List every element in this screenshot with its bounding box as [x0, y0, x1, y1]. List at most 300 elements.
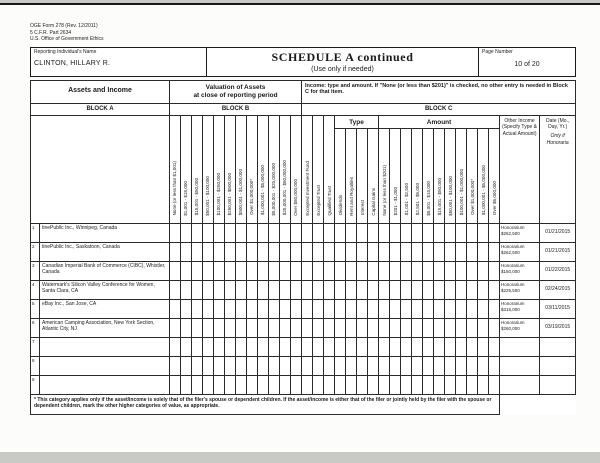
- checkbox-cell: [324, 242, 335, 261]
- page-number-cell: [479, 48, 575, 76]
- checkbox-cell: [357, 223, 368, 242]
- checkbox-cell: [214, 242, 225, 261]
- income-date: 03/19/2015: [540, 318, 576, 337]
- checkbox-cell: [467, 280, 478, 299]
- checkbox-cell: [313, 280, 324, 299]
- amount-column-header: None (or less than $201): [379, 128, 390, 223]
- checkbox-cell: [346, 280, 357, 299]
- row-number: 3: [31, 261, 40, 280]
- checkbox-cell: [170, 299, 181, 318]
- checkbox-cell: [423, 280, 434, 299]
- checkbox-cell: [346, 299, 357, 318]
- checkbox-cell: [247, 375, 258, 394]
- checkbox-cell: [225, 223, 236, 242]
- block-header-row: [31, 80, 576, 103]
- checkbox-cell: [247, 337, 258, 356]
- checkbox-cell: [269, 318, 280, 337]
- checkbox-cell: [258, 299, 269, 318]
- checkbox-cell: [423, 242, 434, 261]
- checkbox-cell: [368, 223, 379, 242]
- checkbox-cell: [401, 318, 412, 337]
- checkbox-cell: [335, 223, 346, 242]
- checkbox-cell: [445, 280, 456, 299]
- trust-column-header: Excepted Trust: [313, 115, 324, 223]
- checkbox-cell: [478, 280, 489, 299]
- checkbox-cell: [401, 242, 412, 261]
- checkbox-cell: [302, 337, 313, 356]
- checkbox-cell: [357, 318, 368, 337]
- checkbox-cell: [302, 261, 313, 280]
- type-column-header: Interest: [357, 128, 368, 223]
- checkbox-cell: [401, 280, 412, 299]
- form-content: [30, 23, 576, 415]
- checkbox-cell: [390, 242, 401, 261]
- checkbox-cell: [258, 318, 269, 337]
- checkbox-cell: [423, 318, 434, 337]
- asset-name: [40, 356, 170, 375]
- checkbox-cell: [236, 242, 247, 261]
- checkbox-cell: [236, 375, 247, 394]
- checkbox-cell: [203, 223, 214, 242]
- checkbox-cell: [291, 223, 302, 242]
- reporting-name-value: CLINTON, HILLARY R.: [34, 59, 111, 67]
- checkbox-cell: [181, 375, 192, 394]
- checkbox-cell: [489, 223, 500, 242]
- checkbox-cell: [346, 356, 357, 375]
- checkbox-cell: [192, 375, 203, 394]
- checkbox-cell: [456, 318, 467, 337]
- checkbox-cell: [412, 337, 423, 356]
- schedule-subtitle: (Use only if needed): [311, 65, 374, 73]
- checkbox-cell: [390, 280, 401, 299]
- checkbox-cell: [357, 337, 368, 356]
- checkbox-cell: [192, 261, 203, 280]
- checkbox-cell: [434, 337, 445, 356]
- checkbox-cell: [456, 261, 467, 280]
- checkbox-cell: [412, 356, 423, 375]
- checkbox-cell: [368, 318, 379, 337]
- asset-name: tinePublic Inc., Winnipeg, Canada: [40, 223, 170, 242]
- checkbox-cell: [302, 375, 313, 394]
- checkbox-cell: [467, 356, 478, 375]
- valuation-column-header: $100,001 - $250,000: [214, 115, 225, 223]
- checkbox-cell: [302, 242, 313, 261]
- checkbox-cell: [445, 242, 456, 261]
- checkbox-cell: [214, 223, 225, 242]
- row-number: 8: [31, 356, 40, 375]
- form-citation: [30, 23, 576, 43]
- checkbox-cell: [467, 318, 478, 337]
- checkbox-cell: [258, 375, 269, 394]
- assets-income-header: Assets and Income: [31, 80, 170, 103]
- checkbox-cell: [324, 318, 335, 337]
- checkbox-cell: [434, 280, 445, 299]
- checkbox-cell: [335, 356, 346, 375]
- checkbox-cell: [346, 261, 357, 280]
- checkbox-cell: [280, 299, 291, 318]
- row-number: 9: [31, 375, 40, 394]
- checkbox-cell: [412, 318, 423, 337]
- checkbox-cell: [346, 242, 357, 261]
- income-date: 01/22/2015: [540, 261, 576, 280]
- table-row: [31, 223, 576, 242]
- amount-column-header: $201 - $1,000: [390, 128, 401, 223]
- checkbox-cell: [357, 356, 368, 375]
- checkbox-cell: [412, 299, 423, 318]
- checkbox-cell: [291, 280, 302, 299]
- valuation-column-header: $50,001 - $100,000: [203, 115, 214, 223]
- checkbox-cell: [258, 280, 269, 299]
- checkbox-cell: [170, 337, 181, 356]
- checkbox-cell: [335, 280, 346, 299]
- checkbox-cell: [280, 337, 291, 356]
- checkbox-cell: [467, 242, 478, 261]
- checkbox-cell: [181, 280, 192, 299]
- checkbox-cell: [489, 242, 500, 261]
- checkbox-cell: [445, 337, 456, 356]
- checkbox-cell: [203, 375, 214, 394]
- checkbox-cell: [269, 299, 280, 318]
- other-income-cell: [500, 280, 540, 299]
- checkbox-cell: [423, 261, 434, 280]
- checkbox-cell: [401, 375, 412, 394]
- checkbox-cell: [313, 299, 324, 318]
- checkbox-cell: [313, 356, 324, 375]
- table-row: [31, 299, 576, 318]
- checkbox-cell: [324, 375, 335, 394]
- type-column-header: Capital Gains: [368, 128, 379, 223]
- checkbox-cell: [379, 356, 390, 375]
- checkbox-cell: [434, 318, 445, 337]
- block-label-row: [31, 103, 576, 115]
- checkbox-cell: [181, 299, 192, 318]
- checkbox-cell: [434, 261, 445, 280]
- checkbox-cell: [489, 318, 500, 337]
- checkbox-cell: [269, 223, 280, 242]
- checkbox-cell: [423, 375, 434, 394]
- checkbox-cell: [368, 356, 379, 375]
- checkbox-cell: [445, 261, 456, 280]
- checkbox-cell: [291, 318, 302, 337]
- checkbox-cell: [181, 242, 192, 261]
- form-citation-line2: 5 C.F.R. Part 2634: [30, 29, 72, 36]
- valuation-column-header: $1,000,001 - $5,000,000: [258, 115, 269, 223]
- checkbox-cell: [291, 356, 302, 375]
- amount-column-header: $2,501 - $5,000: [412, 128, 423, 223]
- checkbox-cell: [478, 375, 489, 394]
- checkbox-cell: [203, 318, 214, 337]
- checkbox-cell: [225, 337, 236, 356]
- amount-column-header: $100,001 - $1,000,000: [456, 128, 467, 223]
- checkbox-cell: [280, 223, 291, 242]
- checkbox-cell: [368, 261, 379, 280]
- checkbox-cell: [258, 242, 269, 261]
- checkbox-cell: [247, 280, 258, 299]
- checkbox-cell: [368, 375, 379, 394]
- amount-column-header: $1,001 - $2,500: [401, 128, 412, 223]
- checkbox-cell: [478, 337, 489, 356]
- checkbox-cell: [434, 299, 445, 318]
- checkbox-cell: [181, 223, 192, 242]
- checkbox-cell: [192, 280, 203, 299]
- checkbox-cell: [390, 318, 401, 337]
- checkbox-cell: [478, 356, 489, 375]
- checkbox-cell: [324, 261, 335, 280]
- checkbox-cell: [423, 223, 434, 242]
- income-date: 03/11/2015: [540, 299, 576, 318]
- checkbox-cell: [192, 299, 203, 318]
- checkbox-cell: [467, 337, 478, 356]
- checkbox-cell: [412, 280, 423, 299]
- checkbox-cell: [225, 375, 236, 394]
- other-income-cell: [500, 337, 540, 356]
- income-type: Honorarium: [501, 224, 525, 230]
- type-amount-row: [31, 115, 576, 128]
- checkbox-cell: [236, 337, 247, 356]
- checkbox-cell: [379, 261, 390, 280]
- checkbox-cell: [291, 299, 302, 318]
- checkbox-cell: [313, 318, 324, 337]
- checkbox-cell: [478, 242, 489, 261]
- paper-sheet: [0, 3, 600, 452]
- row-number: 5: [31, 299, 40, 318]
- checkbox-cell: [269, 337, 280, 356]
- checkbox-cell: [225, 242, 236, 261]
- checkbox-cell: [258, 223, 269, 242]
- checkbox-cell: [445, 318, 456, 337]
- checkbox-cell: [258, 337, 269, 356]
- checkbox-cell: [478, 261, 489, 280]
- checkbox-cell: [368, 299, 379, 318]
- asset-name: [40, 375, 170, 394]
- checkbox-cell: [335, 299, 346, 318]
- type-column-header: Rent and Royalties: [346, 128, 357, 223]
- income-date: 01/21/2015: [540, 242, 576, 261]
- checkbox-cell: [313, 223, 324, 242]
- checkbox-cell: [434, 242, 445, 261]
- amount-column-header: $5,001 - $15,000: [423, 128, 434, 223]
- valuation-column-header: $500,001 - $1,000,000: [236, 115, 247, 223]
- checkbox-cell: [258, 356, 269, 375]
- row-number: 1: [31, 223, 40, 242]
- page-number-label: Page Number: [482, 48, 513, 55]
- checkbox-cell: [412, 261, 423, 280]
- checkbox-cell: [236, 280, 247, 299]
- income-date: [540, 375, 576, 394]
- valuation-column-header: $25,000,001 - $50,000,000: [280, 115, 291, 223]
- checkbox-cell: [489, 299, 500, 318]
- checkbox-cell: [357, 299, 368, 318]
- other-income-cell: [500, 261, 540, 280]
- checkbox-cell: [335, 318, 346, 337]
- checkbox-cell: [214, 299, 225, 318]
- checkbox-cell: [302, 280, 313, 299]
- valuation-column-header: $15,001 - $50,000: [192, 115, 203, 223]
- checkbox-cell: [170, 242, 181, 261]
- income-amount: $262,500: [501, 231, 520, 237]
- table-row: [31, 242, 576, 261]
- valuation-header-line2: at close of reporting period: [193, 91, 278, 99]
- checkbox-cell: [225, 261, 236, 280]
- checkbox-cell: [379, 375, 390, 394]
- checkbox-cell: [269, 356, 280, 375]
- checkbox-cell: [170, 375, 181, 394]
- other-income-cell: [500, 318, 540, 337]
- amount-column-header: $50,001 - $100,000: [445, 128, 456, 223]
- checkbox-cell: [269, 375, 280, 394]
- checkbox-cell: [489, 337, 500, 356]
- checkbox-cell: [269, 261, 280, 280]
- checkbox-cell: [324, 337, 335, 356]
- checkbox-cell: [280, 261, 291, 280]
- checkbox-cell: [313, 375, 324, 394]
- checkbox-cell: [456, 280, 467, 299]
- checkbox-cell: [401, 223, 412, 242]
- other-income-column-header: Other Income (Specify Type & Actual Amount): [500, 115, 540, 223]
- checkbox-cell: [313, 337, 324, 356]
- checkbox-cell: [313, 242, 324, 261]
- income-header-note: Income: type and amount. If "None (or less than $201)" is checked, no other entry is needed in Block C for that item.: [302, 80, 576, 103]
- income-type: Honorarium: [501, 262, 525, 268]
- footnote-row: [31, 394, 576, 414]
- checkbox-cell: [291, 337, 302, 356]
- checkbox-cell: [203, 261, 214, 280]
- valuation-column-header: Over $1,000,000*: [247, 115, 258, 223]
- checkbox-cell: [401, 299, 412, 318]
- checkbox-cell: [346, 318, 357, 337]
- page-number-value: 10 of 20: [514, 60, 540, 68]
- table-row: [31, 280, 576, 299]
- checkbox-cell: [390, 375, 401, 394]
- checkbox-cell: [203, 242, 214, 261]
- checkbox-cell: [225, 280, 236, 299]
- footnote: * This category applies only if the asset/income is solely that of the filer's spouse or dependent children. If the asset/income is either that of the filer or jointly held by the filer with the spouse or dependent children, mark the other higher categories of value, as appropriate.: [31, 394, 500, 414]
- checkbox-cell: [269, 280, 280, 299]
- block-c-label: BLOCK C: [302, 103, 576, 115]
- income-amount: $150,000: [501, 269, 520, 275]
- checkbox-cell: [203, 280, 214, 299]
- checkbox-cell: [434, 375, 445, 394]
- asset-name: eBay Inc., San Jose, CA: [40, 299, 170, 318]
- type-column-header: Dividends: [335, 128, 346, 223]
- checkbox-cell: [368, 337, 379, 356]
- checkbox-cell: [423, 356, 434, 375]
- checkbox-cell: [478, 318, 489, 337]
- checkbox-cell: [247, 223, 258, 242]
- checkbox-cell: [456, 223, 467, 242]
- checkbox-cell: [192, 223, 203, 242]
- checkbox-cell: [324, 280, 335, 299]
- asset-name: tinePublic Inc., Saskatoon, Canada: [40, 242, 170, 261]
- valuation-column-header: $250,001 - $500,000: [225, 115, 236, 223]
- income-date: [540, 356, 576, 375]
- checkbox-cell: [181, 261, 192, 280]
- valuation-column-header: $1,001 - $15,000: [181, 115, 192, 223]
- date-column-label: Date (Mo., Day, Yr.): [545, 117, 570, 131]
- schedule-a-table: [30, 80, 576, 415]
- table-row: [31, 337, 576, 356]
- valuation-header-line1: Valuation of Assets: [205, 83, 266, 91]
- asset-name: [40, 337, 170, 356]
- checkbox-cell: [379, 242, 390, 261]
- checkbox-cell: [423, 299, 434, 318]
- checkbox-cell: [434, 356, 445, 375]
- checkbox-cell: [456, 337, 467, 356]
- income-type: Honorarium: [501, 243, 525, 249]
- checkbox-cell: [203, 299, 214, 318]
- amount-column-header: $15,001 - $50,000: [434, 128, 445, 223]
- checkbox-cell: [335, 337, 346, 356]
- date-column-sublabel: Only if Honoraria: [546, 133, 569, 146]
- income-type: Honorarium: [501, 281, 525, 287]
- checkbox-cell: [247, 356, 258, 375]
- checkbox-cell: [346, 337, 357, 356]
- checkbox-cell: [390, 261, 401, 280]
- row-number: 6: [31, 318, 40, 337]
- checkbox-cell: [467, 261, 478, 280]
- type-group-label: Type: [335, 115, 379, 128]
- checkbox-cell: [478, 299, 489, 318]
- checkbox-cell: [379, 223, 390, 242]
- form-citation-line1: OGE Form 278 (Rev. 12/2011): [30, 23, 98, 29]
- row-number: 7: [31, 337, 40, 356]
- checkbox-cell: [302, 318, 313, 337]
- valuation-column-header: None (or less than $1,001): [170, 115, 181, 223]
- checkbox-cell: [225, 356, 236, 375]
- checkbox-cell: [412, 223, 423, 242]
- checkbox-cell: [357, 242, 368, 261]
- checkbox-cell: [236, 318, 247, 337]
- checkbox-cell: [225, 299, 236, 318]
- amount-group-label: Amount: [379, 115, 500, 128]
- checkbox-cell: [170, 261, 181, 280]
- other-income-cell: [500, 356, 540, 375]
- income-amount: $260,000: [501, 326, 520, 332]
- income-type: Honorarium: [501, 300, 525, 306]
- table-row: [31, 375, 576, 394]
- block-a-label: BLOCK A: [31, 103, 170, 115]
- checkbox-cell: [390, 223, 401, 242]
- income-date: 02/24/2015: [540, 280, 576, 299]
- checkbox-cell: [280, 318, 291, 337]
- table-row: [31, 261, 576, 280]
- checkbox-cell: [170, 223, 181, 242]
- checkbox-cell: [445, 375, 456, 394]
- row-number: 2: [31, 242, 40, 261]
- checkbox-cell: [346, 223, 357, 242]
- checkbox-cell: [379, 337, 390, 356]
- other-income-cell: [500, 299, 540, 318]
- checkbox-cell: [302, 299, 313, 318]
- checkbox-cell: [379, 280, 390, 299]
- checkbox-cell: [203, 337, 214, 356]
- income-type: Honorarium: [501, 319, 525, 325]
- checkbox-cell: [280, 280, 291, 299]
- reporting-name-label: Reporting Individual's Name: [34, 48, 97, 55]
- valuation-header: [170, 80, 302, 103]
- checkbox-cell: [489, 375, 500, 394]
- checkbox-cell: [390, 299, 401, 318]
- checkbox-cell: [170, 318, 181, 337]
- income-amount: $262,500: [501, 250, 520, 256]
- checkbox-cell: [478, 223, 489, 242]
- date-column-header: [540, 115, 576, 223]
- checkbox-cell: [467, 375, 478, 394]
- checkbox-cell: [489, 280, 500, 299]
- checkbox-cell: [445, 356, 456, 375]
- identification-header: [30, 47, 576, 77]
- checkbox-cell: [467, 223, 478, 242]
